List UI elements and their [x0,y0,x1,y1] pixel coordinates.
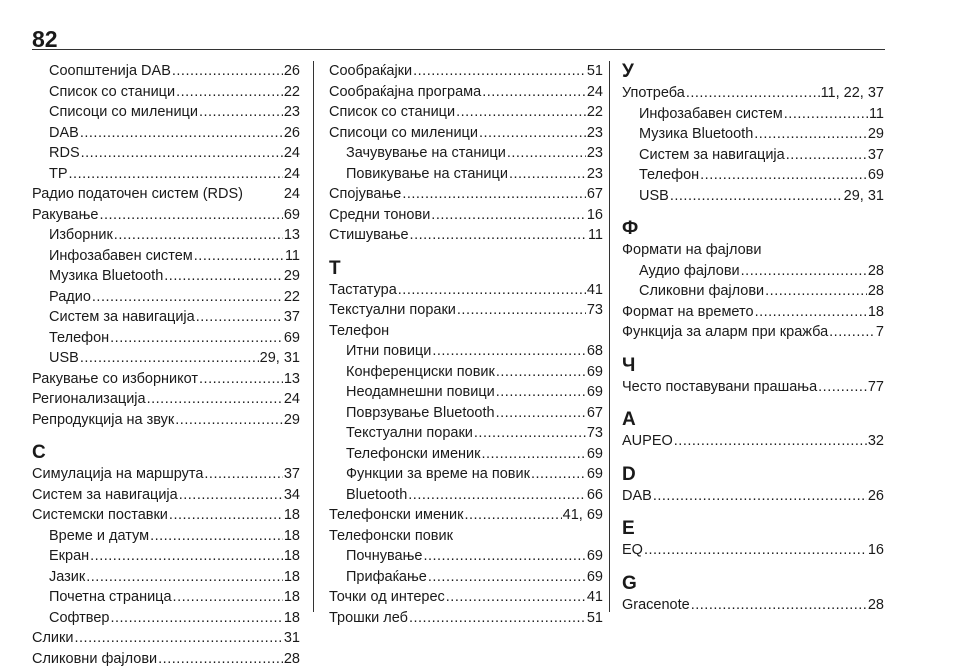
entry-page-ref: 18 [284,546,300,567]
entry-term: Регионализација [32,389,146,410]
entry-page-ref: 11 [869,104,884,125]
entry-term: Ракување [32,205,98,226]
dot-leader [196,307,283,328]
dot-leader [765,281,867,302]
entry-term: Текстуални пораки [329,300,456,321]
entry-term: USB [639,186,669,207]
entry-term: Стишување [329,225,409,246]
entry-page-ref: 22 [284,82,300,103]
entry-page-ref: 18 [284,526,300,547]
entry-term: Список со станици [329,102,455,123]
dot-leader [653,486,867,507]
entry-term: Систем за навигација [49,307,195,328]
entry-term: Сликовни фајлови [32,649,157,669]
index-entry [329,485,603,506]
index-entry [329,143,603,164]
dot-leader [428,567,586,588]
entry-page-ref: 69 [284,328,300,349]
entry-page-ref: 18 [284,608,300,629]
entry-term: Систем за навигација [32,485,178,506]
entry-term: Точки од интерес [329,587,445,608]
index-column-1 [32,61,300,669]
entry-term: Gracenote [622,595,690,616]
index-letter-heading: G [622,573,884,595]
entry-page-ref: 13 [284,369,300,390]
dot-leader [423,546,585,567]
dot-leader [446,587,586,608]
entry-page-ref: 18 [284,505,300,526]
dot-leader [482,82,586,103]
index-entry [32,328,300,349]
index-entry [622,431,884,452]
column-divider-1 [313,61,314,612]
entry-page-ref: 69 [587,444,603,465]
entry-page-ref: 11 [285,246,300,267]
index-entry [622,302,884,323]
dot-leader [479,123,586,144]
entry-term: Текстуални пораки [346,423,473,444]
index-entry [329,587,603,608]
dot-leader [90,546,283,567]
entry-page-ref: 51 [587,608,603,629]
entry-term: Формати на фајлови [622,240,761,261]
dot-leader [700,165,867,186]
index-letter-heading: Т [329,258,603,280]
dot-leader [409,608,586,629]
entry-term: Често поставувани прашања [622,377,817,398]
index-entry [32,505,300,526]
entry-page-ref: 24 [284,389,300,410]
dot-leader [509,164,586,185]
dot-leader [741,261,867,282]
entry-page-ref: 11, 22, 37 [821,83,884,104]
index-entry [32,369,300,390]
entry-term: Соопштенија DAB [49,61,171,82]
entry-page-ref: 77 [868,377,884,398]
index-entry [622,261,884,282]
index-entry [622,240,884,261]
dot-leader [829,322,875,343]
entry-term: Слики [32,628,73,649]
dot-leader [204,464,282,485]
entry-term: Инфозабавен систем [49,246,193,267]
entry-term: Време и датум [49,526,149,547]
index-entry [32,184,300,205]
entry-term: Прифаќање [346,567,427,588]
entry-page-ref: 23 [587,123,603,144]
entry-page-ref: 11 [588,225,603,246]
entry-term: Систем за навигација [639,145,785,166]
entry-page-ref: 73 [587,300,603,321]
entry-page-ref: 41 [587,587,603,608]
index-entry [329,567,603,588]
dot-leader [74,628,282,649]
entry-term: Спојување [329,184,401,205]
entry-term: Телефон [49,328,109,349]
entry-term: Сообраќајки [329,61,412,82]
entry-term: Неодамнешни повици [346,382,495,403]
entry-page-ref: 24 [284,164,300,185]
entry-page-ref: 24 [284,184,300,205]
index-entry [32,225,300,246]
index-letter-heading: E [622,518,884,540]
index-entry [32,205,300,226]
entry-page-ref: 67 [587,184,603,205]
entry-page-ref: 29 [284,410,300,431]
index-entry [622,486,884,507]
entry-term: Списоци со миленици [329,123,478,144]
index-entry [622,104,884,125]
entry-term: TP [49,164,68,185]
entry-page-ref: 34 [284,485,300,506]
entry-term: Средни тонови [329,205,430,226]
index-entry [329,546,603,567]
entry-page-ref: 24 [284,143,300,164]
entry-page-ref: 69 [587,546,603,567]
entry-page-ref: 18 [284,567,300,588]
index-entry [329,423,603,444]
entry-page-ref: 26 [284,123,300,144]
entry-term: Јазик [49,567,85,588]
index-entry [32,649,300,669]
entry-page-ref: 32 [868,431,884,452]
entry-term: Список со станици [49,82,175,103]
dot-leader [173,587,283,608]
entry-page-ref: 67 [587,403,603,424]
dot-leader [531,464,586,485]
index-letter-heading: Ф [622,218,884,240]
index-entry [32,123,300,144]
dot-leader [114,225,283,246]
dot-leader [92,287,283,308]
entry-term: Почетна страница [49,587,172,608]
entry-page-ref: 23 [284,102,300,123]
entry-term: Телефон [639,165,699,186]
index-entry [622,595,884,616]
entry-term: Телефонски именик [346,444,480,465]
dot-leader [686,83,820,104]
entry-page-ref: 28 [284,649,300,669]
index-entry [329,403,603,424]
entry-page-ref: 69 [868,165,884,186]
index-entry [622,145,884,166]
entry-page-ref: 41 [587,280,603,301]
entry-term: Аудио фајлови [639,261,740,282]
index-entry [32,348,300,369]
index-entry [32,287,300,308]
index-column-2 [329,61,603,628]
index-entry [32,164,300,185]
index-entry [329,526,603,547]
index-entry [329,300,603,321]
entry-page-ref: 23 [587,164,603,185]
dot-leader [150,526,283,547]
entry-page-ref: 31 [284,628,300,649]
index-letter-heading: D [622,464,884,486]
entry-term: Телефонски повик [329,526,453,547]
dot-leader [754,124,867,145]
index-entry [329,444,603,465]
entry-term: RDS [49,143,80,164]
index-entry [329,362,603,383]
dot-leader [172,61,283,82]
entry-page-ref: 37 [868,145,884,166]
index-entry [329,184,603,205]
entry-page-ref: 16 [868,540,884,561]
index-entry [32,246,300,267]
entry-page-ref: 23 [587,143,603,164]
dot-leader [432,341,586,362]
index-entry [32,389,300,410]
entry-term: Музика Bluetooth [639,124,753,145]
entry-term: Радио податочен систем (RDS) [32,184,243,205]
entry-term: Сликовни фајлови [639,281,764,302]
dot-leader [158,649,283,669]
entry-term: Итни повици [346,341,431,362]
index-entry [329,280,603,301]
index-entry [329,464,603,485]
index-letter-heading: A [622,409,884,431]
index-entry [32,143,300,164]
dot-leader [80,123,283,144]
dot-leader [110,608,282,629]
entry-term: Ракување со изборникот [32,369,198,390]
dot-leader [81,143,283,164]
entry-page-ref: 37 [284,307,300,328]
dot-leader [408,485,586,506]
index-entry [32,485,300,506]
dot-leader [169,505,283,526]
entry-term: Bluetooth [346,485,407,506]
dot-leader [431,205,586,226]
dot-leader [194,246,284,267]
entry-page-ref: 18 [284,587,300,608]
entry-term: Конференциски повик [346,362,495,383]
dot-leader [755,302,867,323]
index-entry [329,225,603,246]
entry-page-ref: 68 [587,341,603,362]
entry-term: Репродукција на звук [32,410,174,431]
entry-term: Функции за време на повик [346,464,530,485]
index-entry [622,322,884,343]
entry-term: Почнување [346,546,422,567]
dot-leader [818,377,867,398]
entry-term: Радио [49,287,91,308]
entry-term: Изборник [49,225,113,246]
index-entry [32,567,300,588]
index-entry [329,205,603,226]
entry-page-ref: 29, 31 [844,186,884,207]
entry-term: Поврзување Bluetooth [346,403,495,424]
index-entry [329,321,603,342]
entry-term: Повикување на станици [346,164,508,185]
entry-term: AUPEO [622,431,673,452]
entry-term: DAB [49,123,79,144]
index-entry [329,102,603,123]
index-entry [622,124,884,145]
index-letter-heading: Ч [622,355,884,377]
entry-page-ref: 69 [587,362,603,383]
index-entry [329,123,603,144]
entry-page-ref: 26 [284,61,300,82]
index-entry [32,61,300,82]
index-entry [329,82,603,103]
entry-term: Трошки леб [329,608,408,629]
entry-page-ref: 29, 31 [260,348,300,369]
dot-leader [176,82,283,103]
index-entry [329,382,603,403]
header-rule [32,49,885,50]
dot-leader [147,389,283,410]
dot-leader [670,186,843,207]
index-entry [329,505,603,526]
entry-page-ref: 13 [284,225,300,246]
entry-page-ref: 28 [868,595,884,616]
index-letter-heading: У [622,61,884,83]
entry-term: Софтвер [49,608,109,629]
index-entry [622,281,884,302]
dot-leader [507,143,586,164]
dot-leader [110,328,283,349]
column-divider-2 [609,61,610,612]
entry-page-ref: 69 [284,205,300,226]
index-entry [32,307,300,328]
dot-leader [413,61,586,82]
dot-leader [199,102,283,123]
index-entry [32,266,300,287]
dot-leader [179,485,283,506]
dot-leader [464,505,561,526]
entry-term: Телефонски именик [329,505,463,526]
entry-page-ref: 7 [876,322,884,343]
entry-page-ref: 51 [587,61,603,82]
index-entry [622,165,884,186]
dot-leader [199,369,283,390]
dot-leader [644,540,867,561]
entry-term: Формат на времето [622,302,754,323]
index-entry [329,608,603,629]
index-entry [622,377,884,398]
entry-term: Телефон [329,321,389,342]
index-entry [622,83,884,104]
entry-page-ref: 73 [587,423,603,444]
dot-leader [786,145,867,166]
dot-leader [496,403,586,424]
entry-term: DAB [622,486,652,507]
dot-leader [175,410,283,431]
dot-leader [398,280,586,301]
index-entry [329,341,603,362]
entry-term: EQ [622,540,643,561]
index-entry [32,526,300,547]
entry-page-ref: 22 [587,102,603,123]
dot-leader [86,567,283,588]
dot-leader [474,423,586,444]
dot-leader [496,362,586,383]
index-entry [32,410,300,431]
dot-leader [456,102,586,123]
index-column-3 [622,61,884,615]
entry-page-ref: 28 [868,281,884,302]
entry-term: Екран [49,546,89,567]
entry-term: Музика Bluetooth [49,266,163,287]
entry-term: Сообраќајна програма [329,82,481,103]
index-letter-heading: С [32,442,300,464]
dot-leader [80,348,259,369]
entry-page-ref: 41, 69 [563,505,603,526]
entry-page-ref: 24 [587,82,603,103]
entry-page-ref: 29 [284,266,300,287]
entry-page-ref: 66 [587,485,603,506]
index-entry [32,464,300,485]
dot-leader [481,444,585,465]
entry-page-ref: 22 [284,287,300,308]
dot-leader [691,595,867,616]
page-number: 82 [32,26,58,53]
index-entry [32,82,300,103]
entry-term: Тастатура [329,280,397,301]
entry-page-ref: 26 [868,486,884,507]
entry-term: USB [49,348,79,369]
index-entry [32,587,300,608]
index-entry [32,102,300,123]
index-entry [329,164,603,185]
index-entry [622,186,884,207]
dot-leader [674,431,867,452]
dot-leader [784,104,868,125]
index-entry [329,61,603,82]
entry-page-ref: 69 [587,567,603,588]
dot-leader [164,266,283,287]
dot-leader [410,225,587,246]
entry-page-ref: 69 [587,382,603,403]
index-entry [32,608,300,629]
entry-term: Функција за аларм при кражба [622,322,828,343]
entry-term: Списоци со миленици [49,102,198,123]
dot-leader [69,164,283,185]
index-entry [32,546,300,567]
entry-term: Зачувување на станици [346,143,506,164]
entry-page-ref: 29 [868,124,884,145]
entry-term: Системски поставки [32,505,168,526]
dot-leader [99,205,282,226]
entry-page-ref: 28 [868,261,884,282]
dot-leader [402,184,586,205]
dot-leader [496,382,586,403]
entry-term: Инфозабавен систем [639,104,783,125]
index-entry [32,628,300,649]
entry-page-ref: 18 [868,302,884,323]
entry-page-ref: 37 [284,464,300,485]
entry-term: Употреба [622,83,685,104]
index-entry [622,540,884,561]
entry-page-ref: 69 [587,464,603,485]
entry-term: Симулација на маршрута [32,464,203,485]
entry-page-ref: 16 [587,205,603,226]
dot-leader [457,300,586,321]
